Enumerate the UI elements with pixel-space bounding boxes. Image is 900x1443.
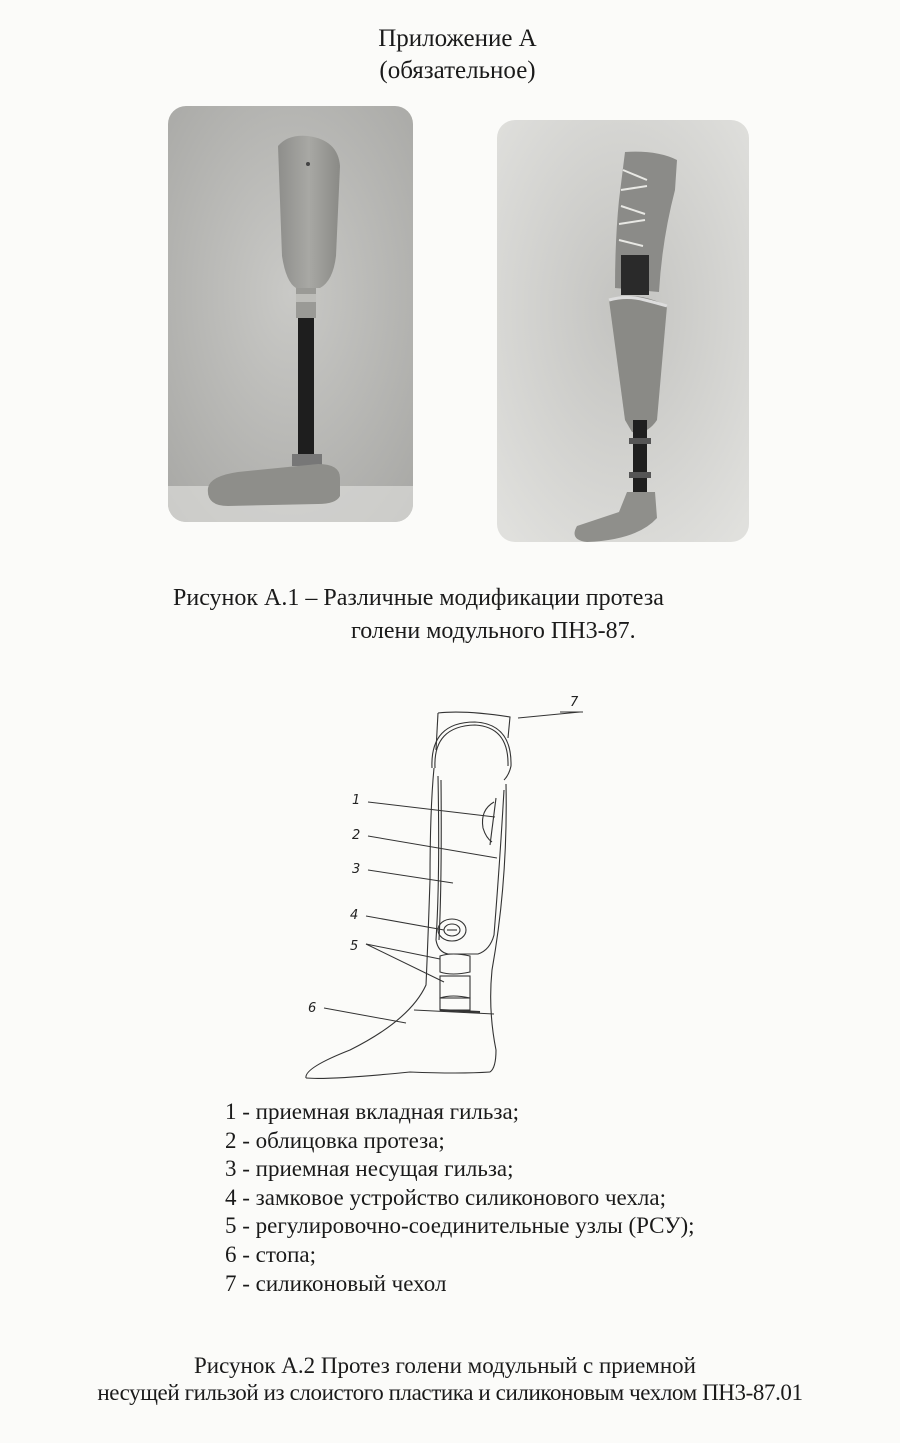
figure-1-caption-line-2: голени модульного ПН3-87. [351, 618, 636, 644]
figure-1-caption-line-1: Рисунок А.1 – Различные модификации протеза [173, 585, 664, 611]
callout-6: 6 [308, 1001, 317, 1016]
callout-5: 5 [350, 939, 359, 954]
appendix-title: Приложение А [378, 25, 537, 52]
prosthesis-diagram [290, 680, 610, 1080]
figure-2-caption-line-2: несущей гильзой из слоистого пластика и силиконовым чехлом ПН3-87.01 [97, 1380, 803, 1405]
legend-item-7: 7 - силиконовый чехол [225, 1270, 447, 1296]
callout-7: 7 [570, 695, 579, 710]
legend-item-2: 2 - облицовка протеза; [225, 1127, 445, 1153]
leg-prosthesis-line-drawing [290, 680, 610, 1080]
legend-item-1: 1 - приемная вкладная гильза; [225, 1099, 520, 1124]
legend-item-6: 6 - стопа; [225, 1241, 317, 1267]
callout-2: 2 [352, 828, 361, 843]
prosthesis-photo-2 [497, 120, 749, 542]
figure-2-legend [225, 1098, 695, 1298]
legend-item-5: 5 - регулировочно-соединительные узлы (РСУ); [225, 1213, 695, 1239]
prosthesis-image [168, 106, 413, 522]
callout-3: 3 [352, 862, 361, 877]
callout-1: 1 [352, 793, 361, 808]
prosthesis-image [497, 120, 749, 542]
figure-2-caption-line-1: Рисунок А.2 Протез голени модульный с приемной [194, 1353, 696, 1378]
legend-item-4: 4 - замковое устройство силиконового чехла; [225, 1184, 666, 1210]
appendix-subtitle: (обязательное) [379, 57, 536, 84]
callout-4: 4 [350, 908, 359, 923]
legend-item-3: 3 - приемная несущая гильза; [225, 1156, 514, 1182]
prosthesis-photo-1 [168, 106, 413, 522]
